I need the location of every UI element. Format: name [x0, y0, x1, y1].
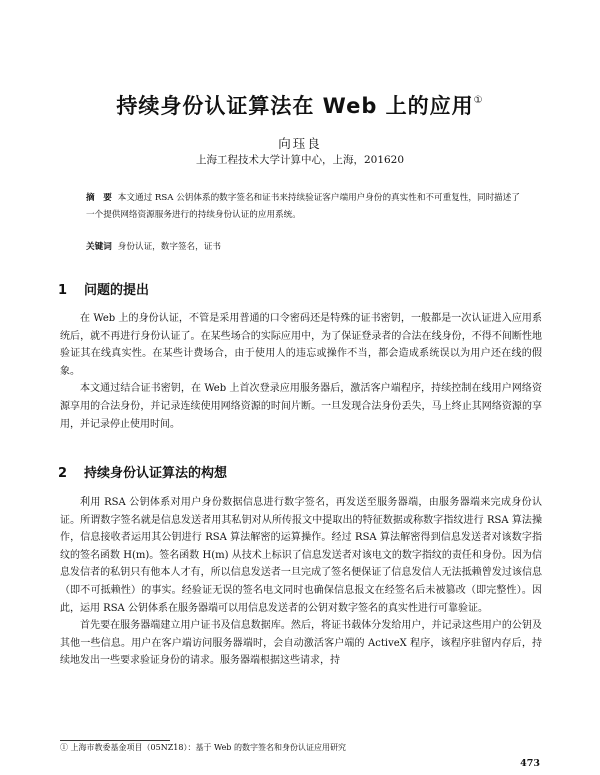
- abstract-label: 摘 要: [86, 193, 112, 203]
- abstract-block: [86, 190, 526, 224]
- author-name: 向珏良: [278, 136, 322, 151]
- keywords-text: 身份认证，数字签名，证书: [117, 242, 221, 252]
- section-1-body: [60, 310, 542, 433]
- keywords-block: [86, 240, 526, 252]
- keywords-label: 关键词: [86, 242, 112, 252]
- paragraph: 利用 RSA 公钥体系对用户身份数据信息进行数字签名，再发送至服务器端，由服务器端来完成身份认证。所谓数字签名就是信息发送者用其私钥对从所传报文中提取出的特征数据或称数字指纹进行 RSA 算法操作，信息接收者运用其公钥进行 RSA 算法解密的运算操作。经过 RSA 算法解密得到信息发送者对该数字指纹的签名函数 H(m)。签名函数 H(m) 从技术上标识了信息发送者对该电文的数字指纹的责任和身份。因为信息发信者的私钥只有他本人才有，所以信息发送者一旦完成了签名便保证了信息发信人无法抵赖曾发过该信息（即不可抵赖性）的事实。经验证无误的签名电文同时也确保信息报文在经签名后未被篡改（即完整性）。因此，运用 RSA 公钥体系在服务器端可以用信息发送者的公钥对数字签名的真实性进行可靠验证。: [60, 497, 542, 614]
- section-title: 持续身份认证算法的构想: [84, 466, 228, 481]
- paragraph: 在 Web 上的身份认证，不管是采用普通的口令密码还是特殊的证书密钥，一般都是一次认证进入应用系统后，就不再进行身份认证了。在某些场合的实际应用中，为了保证登录者的合法在线身份，不得不间断性地验证其在线真实性。在某些计费场合，由于使用人的违忘或操作不当，都会造成系统误以为用户还在线的假象。: [60, 313, 542, 377]
- section-title: 问题的提出: [84, 283, 150, 298]
- section-number: 2: [58, 466, 68, 481]
- section-heading-2: [58, 462, 227, 481]
- footnote-mark: ①: [60, 743, 68, 752]
- abstract-text: 本文通过 RSA 公钥体系的数字签名和证书来持续验证客户端用户身份的真实性和不可重复性，同时描述了一个提供网络资源服务进行的持续身份认证的应用系统。: [86, 193, 520, 220]
- author-affiliation: 上海工程技术大学计算中心，上海，201620: [195, 154, 405, 166]
- paper-title: [0, 90, 600, 120]
- section-number: 1: [58, 283, 68, 298]
- section-2-body: [60, 494, 542, 670]
- title-footnote-mark: ①: [473, 95, 484, 106]
- footnote-divider: [60, 740, 170, 741]
- footnote: [60, 742, 542, 753]
- title-text: 持续身份认证算法在 Web 上的应用: [116, 94, 474, 118]
- page-number: 473: [520, 758, 540, 769]
- paragraph: 首先要在服务器端建立用户证书及信息数据库。然后，将证书载体分发给用户，并记录这些用户的公钥及其他一些信息。用户在客户端访问服务器端时，会自动激活客户端的 ActiveX 程序，该程序驻留内存后，持续地发出一些要求验证身份的请求。服务器端根据这些请求，持: [60, 620, 542, 667]
- paragraph: 本文通过结合证书密钥，在 Web 上首次登录应用服务器后，激活客户端程序，持续控制在线用户网络资源享用的合法身份，并记录连续使用网络资源的时间片断。一旦发现合法身份丢失，马上终止其网络资源的享用，并记录停止使用时间。: [60, 383, 542, 430]
- footnote-text: 上海市教委基金项目（05NZ18）：基于 Web 的数字签名和身份认证应用研究: [70, 743, 346, 752]
- section-heading-1: [58, 279, 149, 298]
